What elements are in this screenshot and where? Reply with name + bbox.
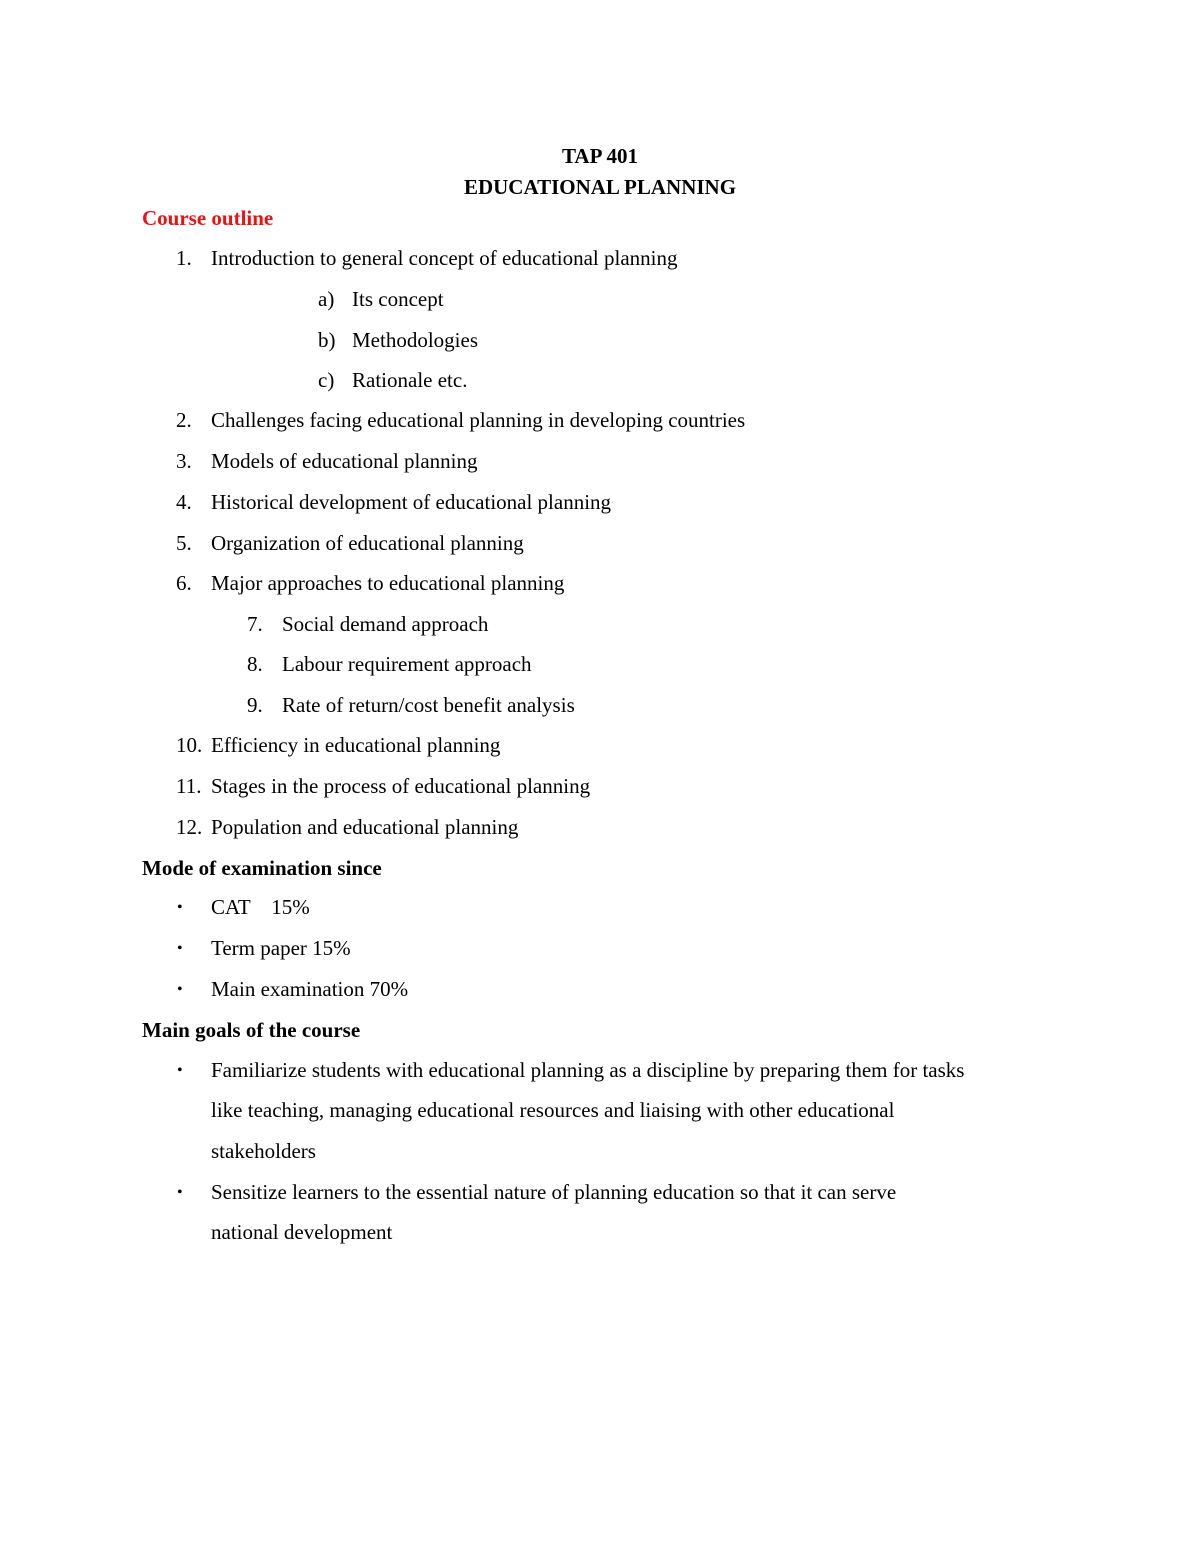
outline-item-number: 11. <box>176 774 202 798</box>
outline-item-text: Introduction to general concept of educational planning <box>211 246 678 270</box>
bullet-icon: • <box>177 940 183 957</box>
course-title: EDUCATIONAL PLANNING <box>463 175 737 199</box>
outline-subitem-number: 8. <box>247 652 263 676</box>
outline-item-number: 12. <box>176 815 203 839</box>
outline-heading: Course outline <box>142 206 274 230</box>
outline-item-text: Models of educational planning <box>211 449 478 473</box>
outline-item-number: 4. <box>176 490 192 514</box>
goals-heading: Main goals of the course <box>142 1018 361 1042</box>
outline-item-text: Organization of educational planning <box>211 531 524 555</box>
outline-subitem-letter: b) <box>318 328 336 352</box>
bullet-icon: • <box>177 1184 183 1201</box>
bullet-icon: • <box>177 899 183 916</box>
outline-item-number: 10. <box>176 733 203 757</box>
outline-subitem-text: Labour requirement approach <box>282 652 532 676</box>
outline-subitem-letter: a) <box>318 287 335 311</box>
outline-item-text: Major approaches to educational planning <box>211 571 565 595</box>
outline-item-text: Efficiency in educational planning <box>211 733 501 757</box>
goal-line: Familiarize students with educational planning as a discipline by preparing them for tasks <box>211 1058 965 1082</box>
bullet-icon: • <box>177 1062 183 1079</box>
outline-subitem-letter: c) <box>318 368 335 392</box>
outline-item-text: Stages in the process of educational planning <box>211 774 591 798</box>
outline-subitem-text: Social demand approach <box>282 612 489 636</box>
outline-item-text: Challenges facing educational planning in developing countries <box>211 408 746 432</box>
outline-subitem-text: Rate of return/cost benefit analysis <box>282 693 575 717</box>
outline-item-number: 3. <box>176 449 192 473</box>
outline-item-number: 6. <box>176 571 192 595</box>
outline-item-number: 5. <box>176 531 192 555</box>
outline-item-number: 2. <box>176 408 192 432</box>
outline-subitem-text: Its concept <box>352 287 444 311</box>
outline-subitem-text: Methodologies <box>352 328 478 352</box>
goal-line: national development <box>211 1220 393 1244</box>
exam-item: Main examination 70% <box>211 977 409 1001</box>
outline-item-text: Population and educational planning <box>211 815 519 839</box>
exam-heading: Mode of examination since <box>142 856 382 880</box>
outline-subitem-number: 7. <box>247 612 263 636</box>
outline-subitem-text: Rationale etc. <box>352 368 468 392</box>
exam-item: CAT 15% <box>211 895 310 919</box>
goal-line: Sensitize learners to the essential nature of planning education so that it can serve <box>211 1180 897 1204</box>
bullet-icon: • <box>177 981 183 998</box>
outline-item-number: 1. <box>176 246 192 270</box>
outline-item-text: Historical development of educational planning <box>211 490 612 514</box>
exam-item: Term paper 15% <box>211 936 351 960</box>
course-code: TAP 401 <box>561 144 639 168</box>
goal-line: like teaching, managing educational resources and liaising with other educational <box>211 1098 895 1122</box>
goal-line: stakeholders <box>211 1139 316 1163</box>
outline-subitem-number: 9. <box>247 693 263 717</box>
